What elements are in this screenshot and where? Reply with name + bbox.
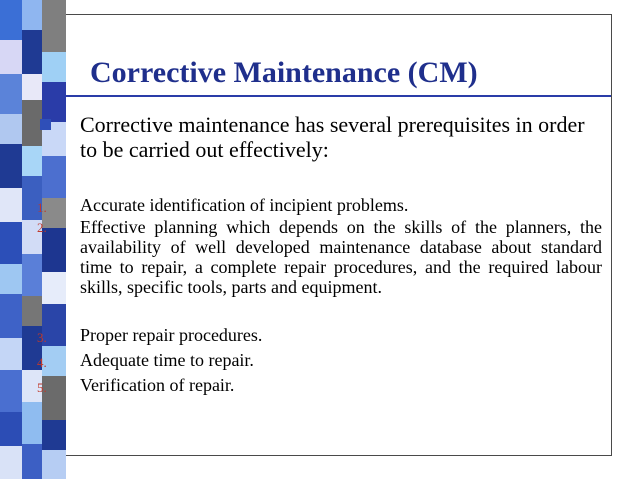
list-number-1: 1. [37, 200, 47, 215]
intro-text: Corrective maintenance has several prerequisites in order to be carried out effectively: [80, 112, 585, 162]
list-item-5: Verification of repair. [80, 375, 235, 395]
list-number-3: 3. [37, 330, 47, 345]
list-item-3: Proper repair procedures. [80, 325, 263, 345]
list-item-1: Accurate identification of incipient problems. [80, 195, 409, 215]
title-underline [66, 95, 611, 97]
slide-title: Corrective Maintenance (CM) [90, 56, 478, 89]
decorative-mosaic-stripe [0, 0, 66, 479]
list-number-5: 5. [37, 380, 47, 395]
list-number-4: 4. [37, 355, 47, 370]
list-item-2: Effective planning which depends on the skills of the planners, the availability of well developed maintenance database about standard time to repair, a complete repair procedures, and the required labour skills, specific tools, parts and equipment. [80, 217, 602, 297]
list-item-4: Adequate time to repair. [80, 350, 254, 370]
square-bullet-icon [40, 119, 51, 130]
list-number-2: 2. [37, 220, 47, 235]
